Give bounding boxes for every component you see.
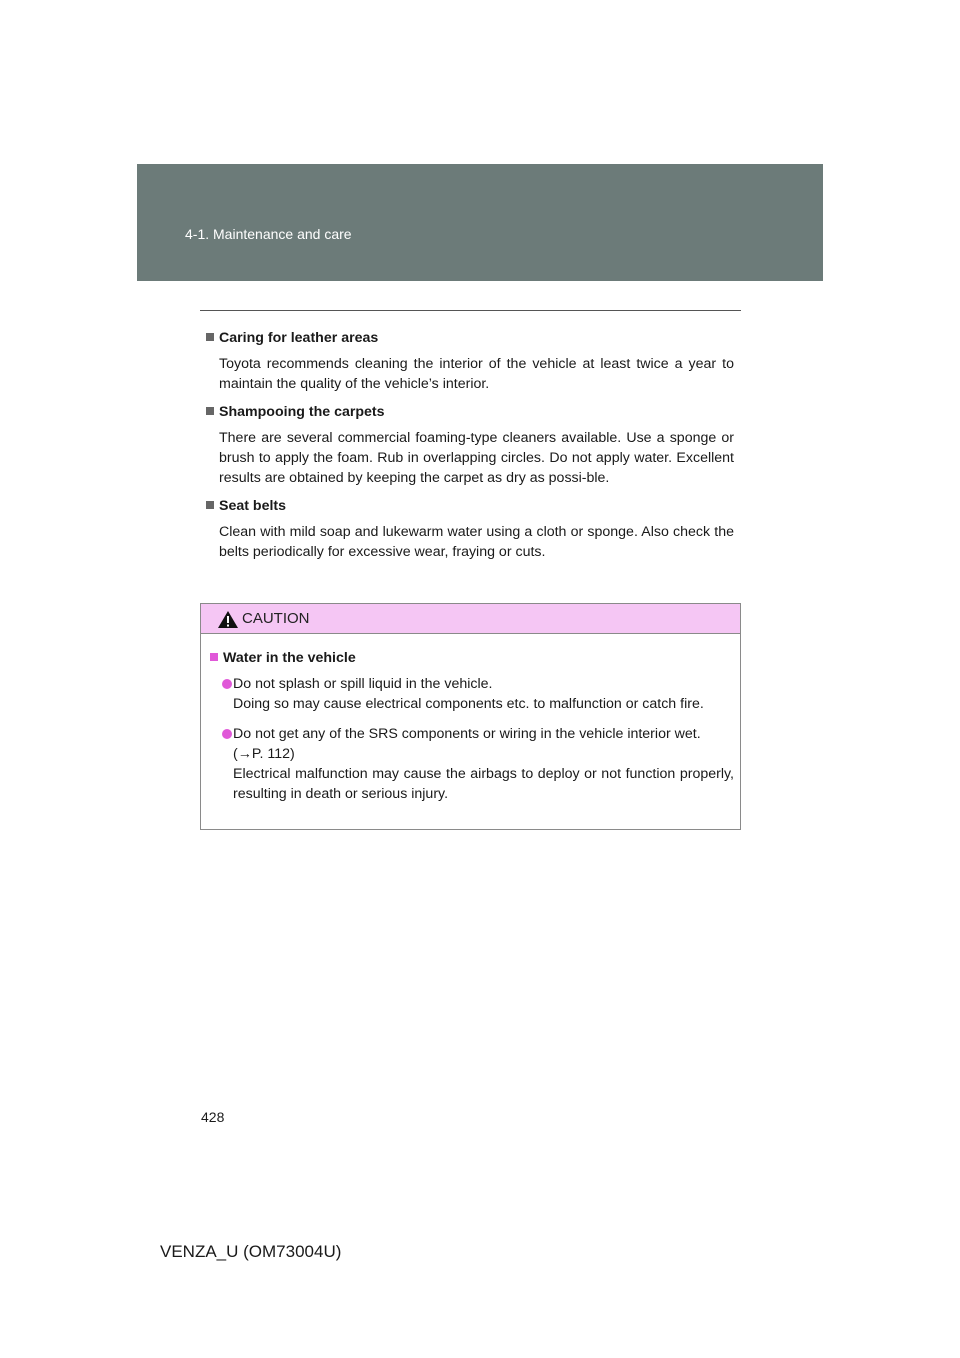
circle-bullet-icon — [222, 679, 232, 689]
circle-bullet-icon — [222, 729, 232, 739]
section-heading: Shampooing the carpets — [219, 404, 385, 420]
caution-item-detail: Doing so may cause electrical components etc. to malfunction or catch fire. — [233, 696, 704, 712]
square-bullet-icon — [206, 501, 214, 509]
divider — [200, 310, 741, 311]
caution-body — [201, 634, 740, 804]
caution-item-text: Do not get any of the SRS components or wiring in the vehicle interior wet. — [233, 726, 701, 742]
section-text: Toyota recommends cleaning the interior of the vehicle at least twice a year to maintain the quality of the vehicle’s interior. — [219, 356, 734, 392]
square-bullet-icon — [206, 333, 214, 341]
section-carpets — [206, 402, 734, 488]
model-code: VENZA_U (OM73004U) — [160, 1242, 342, 1261]
square-bullet-icon — [206, 407, 214, 415]
section-seat-belts — [206, 496, 734, 562]
caution-item-detail: Electrical malfunction may cause the airbags to deploy or not function properly, resulting in death or serious injury. — [233, 766, 734, 802]
warning-triangle-icon — [217, 610, 239, 629]
section-text: Clean with mild soap and lukewarm water using a cloth or sponge. Also check the belts periodically for excessive wear, fraying or cuts. — [219, 524, 734, 560]
square-bullet-icon — [210, 653, 218, 661]
caution-title: Water in the vehicle — [223, 650, 356, 666]
section-title: 4-1. Maintenance and care — [185, 226, 352, 242]
main-content — [206, 328, 734, 570]
caution-label: CAUTION — [242, 610, 310, 627]
caution-item-text: Do not splash or spill liquid in the vehicle. — [233, 676, 493, 692]
section-text: There are several commercial foaming-type cleaners available. Use a sponge or brush to apply the foam. Rub in overlapping circles. Do not apply water. Excellent results are obtained by keeping the carpet as dry as possi-ble. — [219, 430, 734, 486]
page-number: 428 — [201, 1109, 225, 1125]
section-leather — [206, 328, 734, 394]
section-heading: Seat belts — [219, 498, 287, 514]
page-reference: (→P. 112) — [233, 746, 295, 762]
caution-header — [201, 604, 740, 634]
section-heading: Caring for leather areas — [219, 330, 379, 346]
caution-item — [210, 674, 734, 714]
caution-box — [200, 603, 741, 830]
caution-item — [210, 724, 734, 804]
section-header-band — [137, 164, 823, 281]
